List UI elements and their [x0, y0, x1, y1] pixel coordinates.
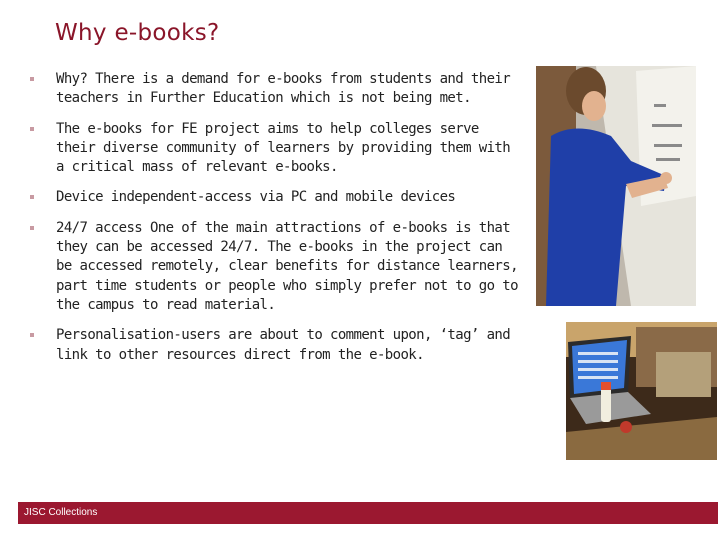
bullet-list — [28, 70, 518, 376]
footer-text: JISC Collections — [24, 507, 98, 518]
bullet-item — [28, 188, 518, 207]
laptop-photo — [566, 322, 717, 460]
bullet-marker-icon — [30, 226, 34, 230]
laptop-photo-illustration — [566, 322, 717, 460]
bullet-item — [28, 219, 518, 315]
bullet-marker-icon — [30, 77, 34, 81]
slide-title: Why e-books? — [55, 20, 220, 46]
bullet-marker-icon — [30, 333, 34, 337]
bullet-text: Device independent-access via PC and mobile devices — [56, 189, 456, 206]
bullet-text: 24/7 access One of the main attractions of e-books is that they can be accessed 24/7. The e-books in the project can be accessed remotely, clear benefits for distance learners, part time students or people who simply prefer not to go to the campus to read material. — [56, 219, 518, 313]
bullet-text: Why? There is a demand for e-books from students and their teachers in Further Education which is not being met. — [56, 71, 511, 107]
bullet-marker-icon — [30, 195, 34, 199]
whiteboard-photo-illustration — [536, 66, 696, 306]
footer-bar — [18, 502, 718, 524]
bullet-item — [28, 326, 518, 365]
bullet-item — [28, 70, 518, 109]
bullet-marker-icon — [30, 127, 34, 131]
bullet-text: Personalisation-users are about to comment upon, ‘tag’ and link to other resources direct from the e-book. — [56, 327, 511, 363]
whiteboard-photo — [536, 66, 696, 306]
bullet-item — [28, 120, 518, 178]
bullet-text: The e-books for FE project aims to help colleges serve their diverse community of learners by providing them with a critical mass of relevant e-books. — [56, 120, 511, 176]
